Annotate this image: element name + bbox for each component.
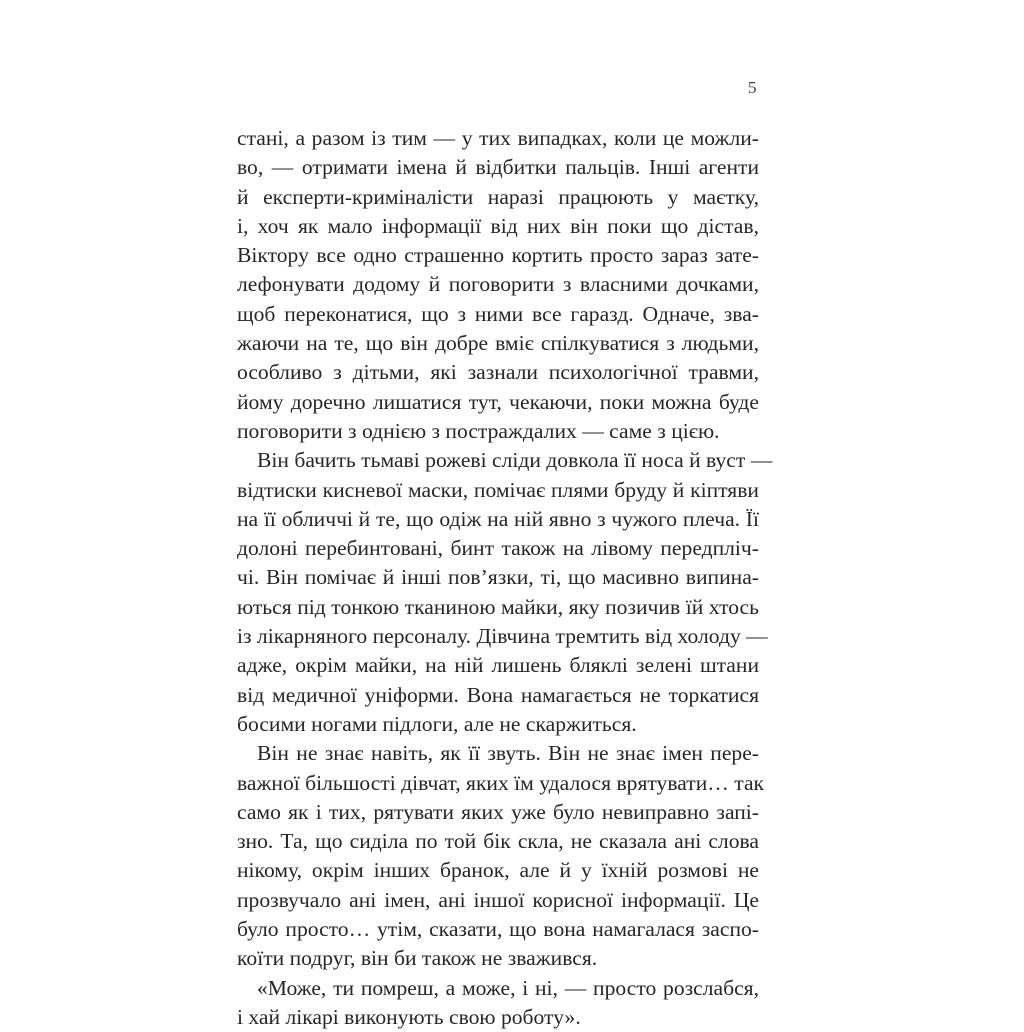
text-line: на її обличчі й те, що одіж на ній явно з чужого плеча. Її [237, 506, 759, 531]
text-line: й експерти-криміналісти наразі працюють у маєтку, [237, 184, 759, 209]
text-line: адже, окрім майки, на ній лишень бляклі зелені штани [237, 653, 759, 678]
text-line: стані, а разом із тим — у тих випадках, коли це можли- [237, 126, 759, 150]
text-line: йому доречно лишатися тут, чекаючи, поки можна буде [237, 389, 759, 414]
text-line: зно. Та, що сиділа по той бік скла, не сказала ані слова [237, 829, 759, 854]
text-line: Він бачить тьмаві рожеві сліди довкола її носа й вуст — [257, 448, 773, 473]
text-line: було просто… утім, сказати, що вона намагалася заспо- [237, 917, 759, 942]
body-text [237, 124, 773, 1032]
text-line: долоні перебинтовані, бинт також на лівому передпліч- [237, 536, 759, 561]
text-line: щоб переконатися, що з ними все гаразд. Одначе, зва- [237, 301, 759, 326]
text-line: і, хоч як мало інформації від них він поки що дістав, [237, 213, 759, 238]
text-line: ються під тонкою тканиною майки, яку позичив їй хтось [237, 594, 759, 619]
text-line: важної більшості дівчат, яких їм удалося врятувати… так [237, 770, 765, 795]
text-line: і хай лікарі виконують свою роботу». [237, 1004, 581, 1029]
text-line: во, — отримати імена й відбитки пальців. Інші агенти [237, 155, 759, 180]
paragraph [237, 739, 765, 973]
text-line: від медичної уніформи. Вона намагається не торкатися [237, 682, 759, 707]
text-line: босими ногами підлоги, але не скаржиться. [237, 711, 637, 736]
page-number: 5 [748, 78, 757, 97]
text-line: нікому, окрім інших бранок, але й у їхній розмові не [237, 858, 759, 883]
text-line: лефонувати додому й поговорити з власними дочками, [237, 272, 759, 297]
text-line: само як і тих, рятувати яких уже було невиправно запі- [237, 799, 759, 824]
text-line: коїти подруг, він би також не зважився. [237, 946, 598, 971]
text-line: прозвучало ані імен, ані іншої корисної інформації. Це [237, 887, 759, 912]
text-line: Віктору все одно страшенно кортить просто зараз зате- [237, 243, 759, 268]
text-line: відтиски кисневої маски, помічає плями бруду й кіптяви [237, 477, 759, 502]
paragraph [237, 974, 759, 1032]
text-line: із лікарняного персоналу. Дівчина тремтить від холоду — [237, 624, 768, 649]
text-line: поговорити з однією з постраждалих — саме з цією. [237, 418, 720, 443]
text-line: «Може, ти помреш, а може, і ні, — просто розслабся, [257, 975, 759, 1000]
text-line: чі. Він помічає й інші пов’язки, ті, що масивно випина- [237, 565, 759, 590]
text-line: Він не знає навіть, як її звуть. Він не знає імен пере- [257, 741, 759, 766]
text-line: жаючи на те, що він добре вміє спілкуватися з людьми, [237, 331, 759, 356]
text-line: особливо з дітьми, які зазнали психологічної травми, [237, 360, 759, 385]
paragraph [237, 124, 759, 446]
paragraph [237, 446, 773, 739]
